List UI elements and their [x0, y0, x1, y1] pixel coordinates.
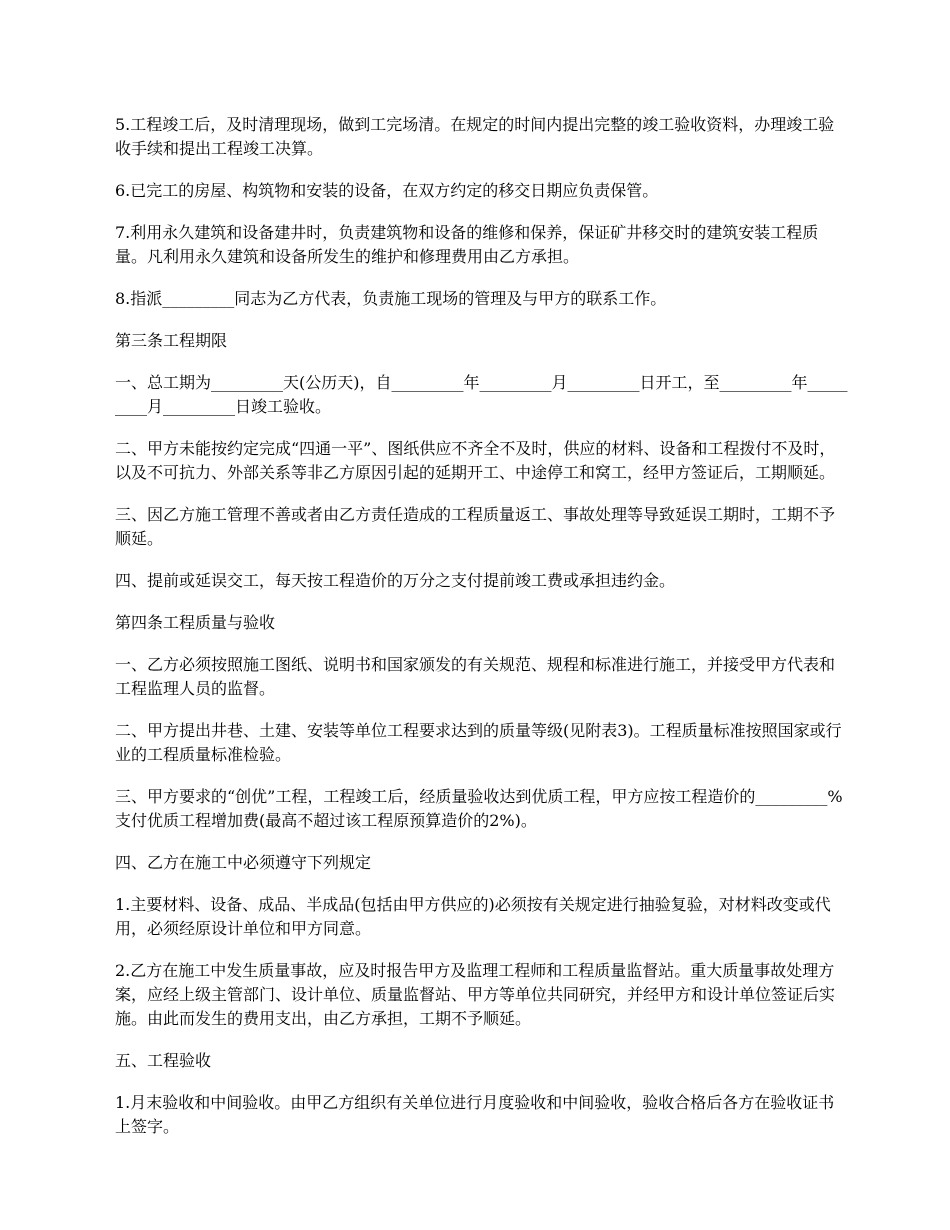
paragraph-clause-6: 6.已完工的房屋、构筑物和安装的设备，在双方约定的移交日期应负责保管。	[115, 181, 659, 200]
paragraph-clause-8: 8.指派_________同志为乙方代表，负责施工现场的管理及与甲方的联系工作。	[115, 289, 667, 308]
paragraph-no-extension: 三、因乙方施工管理不善或者由乙方责任造成的工程质量返工、事故处理等导致延误工期时，工期不予顺延。	[115, 505, 836, 548]
paragraph-rules-heading: 四、乙方在施工中必须遵守下列规定	[115, 853, 372, 872]
paragraph-quality-accident: 2.乙方在施工中发生质量事故，应及时报告甲方及监理工程师和工程质量监督站。重大质量事故处理方案，应经上级主管部门、设计单位、质量监督站、甲方等单位共同研究，并经甲方和设计单位签证后实施。由此而发生的费用支出，由乙方承担，工期不予顺延。	[115, 961, 836, 1028]
paragraph-excellence-bonus: 三、甲方要求的“创优”工程，工程竣工后，经质量验收达到优质工程，甲方应按工程造价的_________%支付优质工程增加费(最高不超过该工程原预算造价的2%)。	[115, 787, 843, 830]
section-heading-article-3: 第三条工程期限	[115, 331, 228, 350]
paragraph-extension-conditions: 二、甲方未能按约定完成“四通一平”、图纸供应不齐全不及时，供应的材料、设备和工程拨付不及时，以及不可抗力、外部关系等非乙方原因引起的延期开工、中途停工和窝工，经甲方签证后，工期顺延。	[115, 439, 836, 482]
paragraph-total-duration: 一、总工期为_________天(公历天)，自_________年_________月_________日开工，至_________年_________月_________日竣工验收。	[115, 373, 848, 416]
paragraph-early-late-delivery: 四、提前或延误交工，每天按工程造价的万分之支付提前竣工费或承担违约金。	[115, 571, 676, 590]
section-heading-article-4: 第四条工程质量与验收	[115, 613, 276, 632]
paragraph-monthly-acceptance: 1.月末验收和中间验收。由甲乙方组织有关单位进行月度验收和中间验收，验收合格后各方在验收证书上签字。	[115, 1093, 835, 1136]
paragraph-materials-inspection: 1.主要材料、设备、成品、半成品(包括由甲方供应的)必须按有关规定进行抽验复验，对材料改变或代用，必须经原设计单位和甲方同意。	[115, 895, 831, 938]
paragraph-quality-standards: 一、乙方必须按照施工图纸、说明书和国家颁发的有关规范、规程和标准进行施工，并接受甲方代表和工程监理人员的监督。	[115, 655, 836, 698]
paragraph-acceptance-heading: 五、工程验收	[115, 1051, 212, 1070]
paragraph-clause-5: 5.工程竣工后，及时清理现场，做到工完场清。在规定的时间内提出完整的竣工验收资料，办理竣工验收手续和提出工程竣工决算。	[115, 115, 835, 158]
paragraph-clause-7: 7.利用永久建筑和设备建井时，负责建筑物和设备的维修和保养，保证矿井移交时的建筑安装工程质量。凡利用永久建筑和设备所发生的维护和修理费用由乙方承担。	[115, 223, 819, 266]
paragraph-quality-grade: 二、甲方提出井巷、土建、安装等单位工程要求达到的质量等级(见附表3)。工程质量标准按照国家或行业的工程质量标准检验。	[115, 721, 842, 764]
